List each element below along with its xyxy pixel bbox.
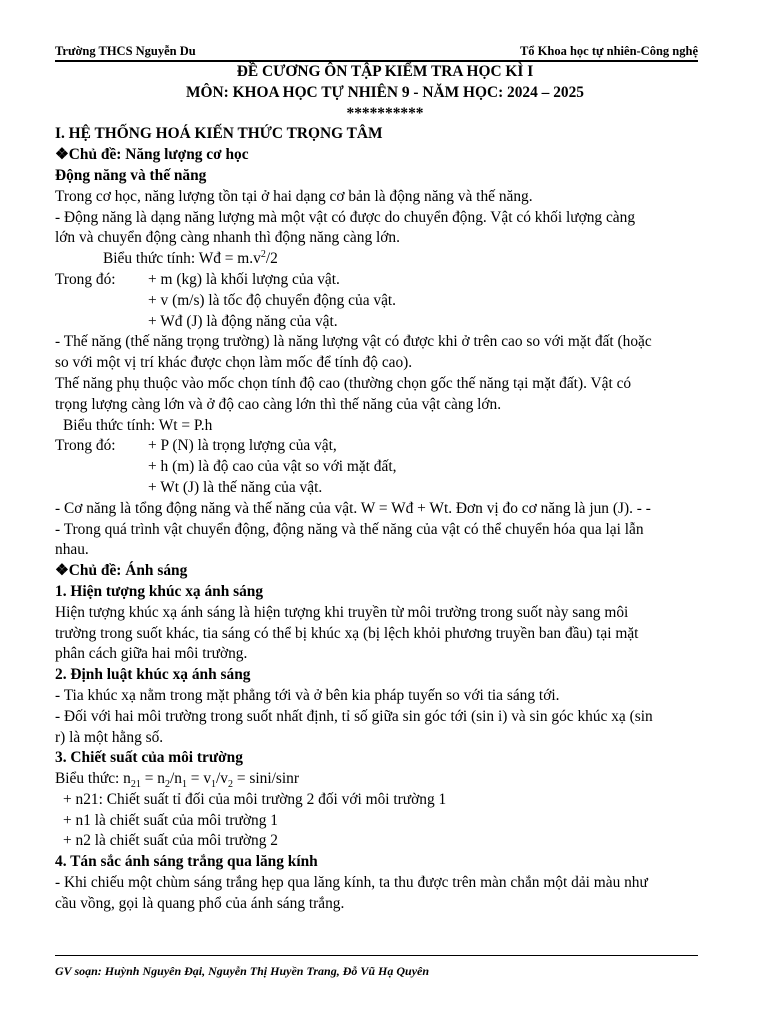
paragraph: Hiện tượng khúc xạ ánh sáng là hiện tượng khi truyền từ môi trường trong suốt này sang môi [55,603,629,621]
title-stars: ********** [346,104,424,122]
where-item: + v (m/s) là tốc độ chuyển động của vật. [148,291,397,309]
list-item: + n1 là chiết suất của môi trường 1 [63,811,278,829]
topic-heading-mechanical-energy: ❖Chủ đề: Năng lượng cơ học [55,146,249,164]
paragraph: - Cơ năng là tổng động năng và thế năng của vật. W = Wđ + Wt. Đơn vị đo cơ năng là jun (J). - - [55,499,651,517]
subheading: 4. Tán sắc ánh sáng trắng qua lăng kính [55,853,318,871]
paragraph: so với một vị trí khác được chọn làm mốc để tính độ cao). [55,354,413,372]
paragraph: Thế năng phụ thuộc vào mốc chọn tính độ cao (thường chọn gốc thế năng tại mặt đất). Vật có [55,374,632,392]
doc-subtitle: MÔN: KHOA HỌC TỰ NHIÊN 9 - NĂM HỌC: 2024 – 2025 [185,83,584,101]
paragraph: lớn và chuyển động càng nhanh thì động năng càng lớn. [55,229,400,247]
paragraph: - Khi chiếu một chùm sáng trắng hẹp qua lăng kính, ta thu được trên màn chắn một dải màu như [55,874,648,892]
paragraph: nhau. [55,541,89,559]
paragraph: r) là một hằng số. [55,728,164,746]
formula-potential-energy: Biểu thức tính: Wt = P.h [63,416,213,434]
where-item: + Wđ (J) là động năng của vật. [148,312,338,330]
list-item: + n2 là chiết suất của môi trường 2 [63,832,278,850]
where-label: Trong đó: [55,437,116,455]
section-heading: I. HỆ THỐNG HOÁ KIẾN THỨC TRỌNG TÂM [55,125,383,143]
paragraph: - Tia khúc xạ nằm trong mặt phẳng tới và ở bên kia pháp tuyến so với tia sáng tới. [55,686,560,704]
document-body [55,62,715,915]
list-item: + n21: Chiết suất tỉ đối của môi trường 2 đối với môi trường 1 [63,790,447,808]
paragraph: trường trong suốt khác, tia sáng có thể bị khúc xạ (bị lệch khỏi phương truyền ban đầu) tại mặt [55,624,639,642]
paragraph: - Đối với hai môi trường trong suốt nhất định, tỉ số giữa sin góc tới (sin i) và sin góc khúc xạ (sin [55,707,653,725]
subheading: 1. Hiện tượng khúc xạ ánh sáng [55,582,264,600]
footer-authors: GV soạn: Huỳnh Nguyên Đại, Nguyễn Thị Huyền Trang, Đỗ Vũ Hạ Quyên [55,964,430,978]
where-line: Trong đó: + P (N) là trọng lượng của vật, [55,436,715,457]
paragraph: - Động năng là dạng năng lượng mà một vật có được do chuyển động. Vật có khối lượng càng [55,208,636,226]
department-name: Tổ Khoa học tự nhiên-Công nghệ [519,44,698,58]
paragraph: cầu vồng, gọi là quang phổ của ánh sáng trắng. [55,894,345,912]
page-header [55,42,698,62]
paragraph: - Thế năng (thế năng trọng trường) là năng lượng vật có được khi ở trên cao so với mặt đất (hoặc [55,333,652,351]
doc-title: ĐỀ CƯƠNG ÔN TẬP KIỂM TRA HỌC KÌ I [236,63,534,80]
where-label: Trong đó: [55,270,116,288]
paragraph: trọng lượng càng lớn và ở độ cao càng lớn thì thế năng của vật càng lớn. [55,395,502,413]
where-line: Trong đó: + m (kg) là khối lượng của vật. [55,270,715,291]
paragraph: phân cách giữa hai môi trường. [55,645,248,663]
where-item: + Wt (J) là thế năng của vật. [148,478,323,496]
subheading: 2. Định luật khúc xạ ánh sáng [55,666,251,684]
paragraph: - Trong quá trình vật chuyển động, động năng và thế năng của vật có thể chuyển hóa qua lại lẫn [55,520,644,538]
topic-heading-light: ❖Chủ đề: Ánh sáng [55,562,188,580]
formula-refractive-index: Biểu thức: $n_{21} = n_2/n_1 = v_1/v_2 = \sin i/\sin r$ [55,770,299,791]
school-name: Trường THCS Nguyễn Du [55,44,196,58]
formula-kinetic-energy: Biểu thức tính: Wđ = $m.v^2/2$ [103,249,278,268]
paragraph: Trong cơ học, năng lượng tồn tại ở hai dạng cơ bản là động năng và thế năng. [55,187,533,205]
where-item: + h (m) là độ cao của vật so với mặt đất, [148,458,397,476]
footer-divider [55,955,698,956]
subheading: 3. Chiết suất của môi trường [55,749,243,767]
subheading-kinetic-potential: Động năng và thế năng [55,166,207,184]
